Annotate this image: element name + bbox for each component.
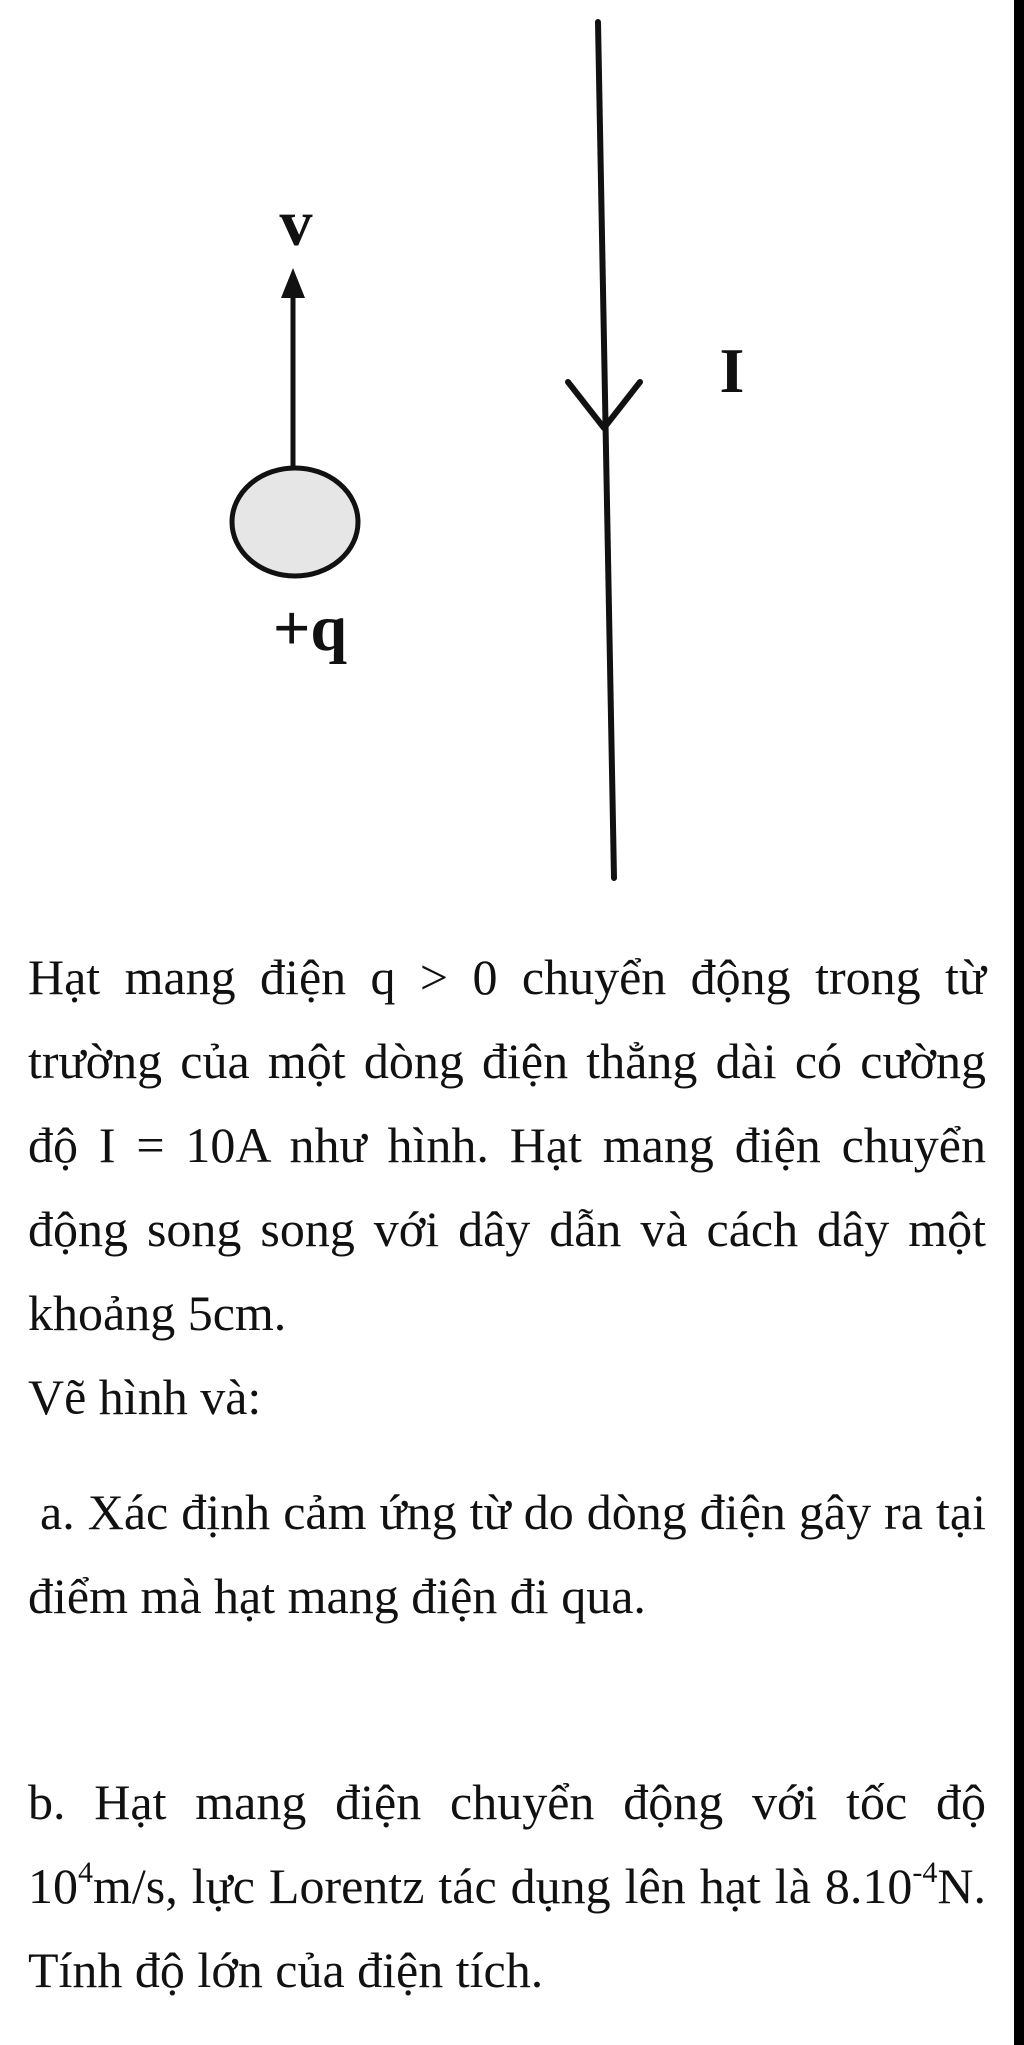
page-edge-bar bbox=[1014, 0, 1024, 2045]
part-b-text-middle: m/s, lực Lorentz tác dụng lên hạt là 8.10 bbox=[93, 1858, 913, 1914]
physics-figure bbox=[0, 0, 1014, 900]
current-label: I bbox=[719, 335, 745, 406]
problem-intro: Hạt mang điện q > 0 chuyển động trong từ trường của một dòng điện thẳng dài có cường độ I = 10A như hình. Hạt mang điện chuyển động song song với dây dẫn và cách dây một khoảng 5cm. bbox=[28, 949, 986, 1341]
question-part-a bbox=[28, 1470, 986, 1638]
speed-exponent: 4 bbox=[78, 1856, 93, 1889]
charge-label: +q bbox=[272, 592, 348, 665]
charged-particle bbox=[232, 468, 358, 576]
part-b-text-end: N. Tính độ lớn của điện tích. bbox=[28, 1858, 986, 1998]
velocity-label: v bbox=[279, 187, 313, 260]
part-a-text: a. Xác định cảm ứng từ do dòng điện gây ra tại điểm mà hạt mang điện đi qua. bbox=[28, 1484, 986, 1624]
problem-instruction: Vẽ hình và: bbox=[28, 1369, 262, 1425]
current-wire bbox=[598, 22, 614, 878]
velocity-arrow-icon bbox=[281, 268, 305, 298]
question-part-b bbox=[28, 1760, 986, 2012]
part-b-text-start: b. Hạt mang điện chuyển động với tốc độ 10 bbox=[28, 1774, 986, 1914]
force-exponent: -4 bbox=[912, 1856, 938, 1889]
problem-statement bbox=[28, 935, 986, 1439]
